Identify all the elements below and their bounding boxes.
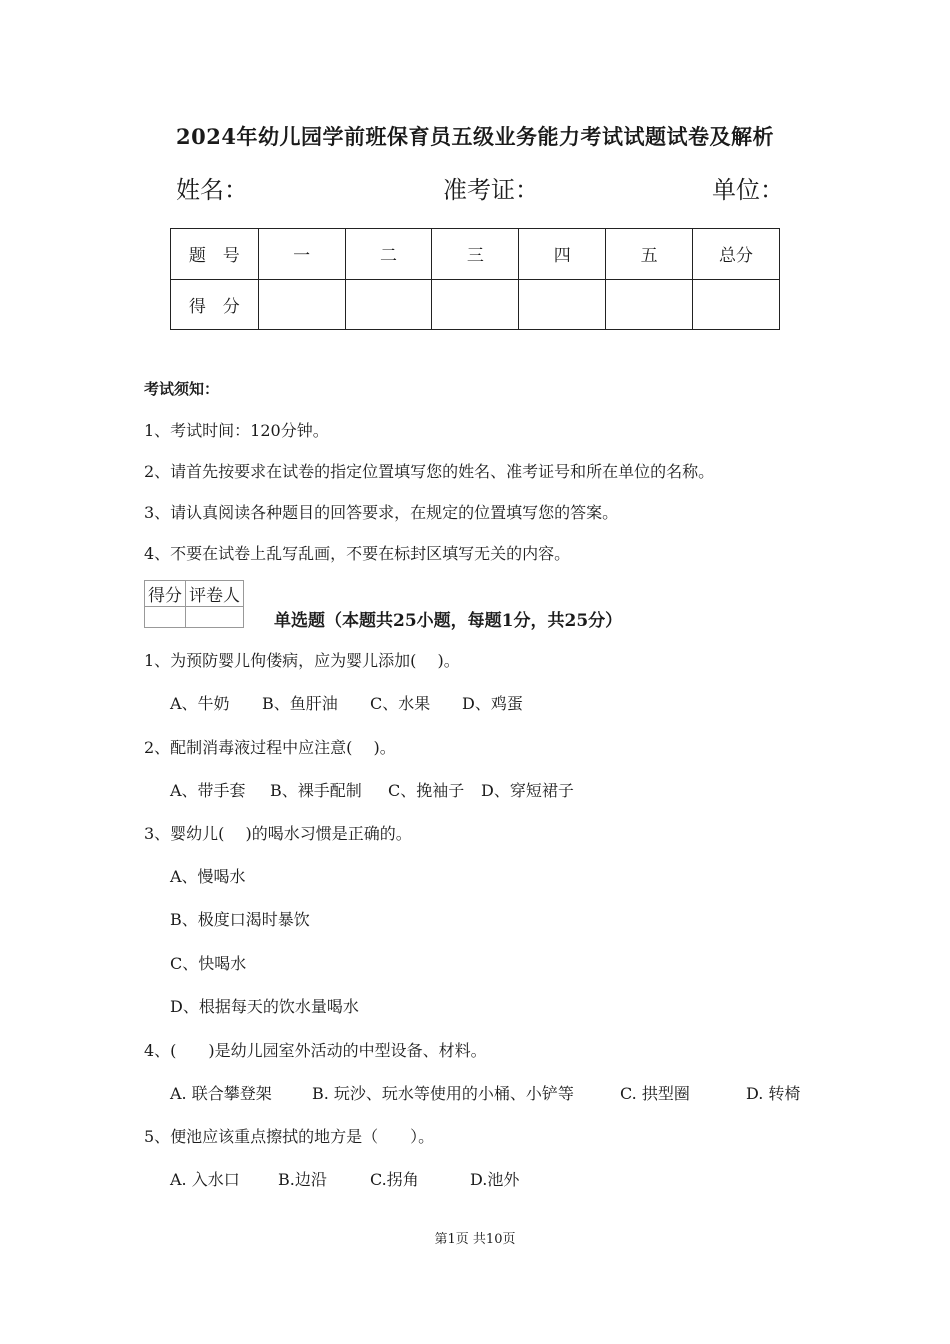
grader-name-label: 评卷人 (186, 581, 244, 607)
question-option[interactable]: C、水果 (370, 694, 431, 713)
question-option[interactable]: B、极度口渴时暴饮 (170, 910, 310, 929)
unit-label: 单位： (712, 176, 784, 204)
question-option[interactable]: A、慢喝水 (170, 867, 246, 886)
question-stem: 5、便池应该重点擦拭的地方是（ ）。 (144, 1127, 435, 1146)
section-heading: 单选题（本题共25小题，每题1分，共25分） (274, 611, 623, 631)
question-option[interactable]: C. 拱型圈 (620, 1084, 690, 1103)
question-option[interactable]: C.拐角 (370, 1170, 419, 1189)
grader-box (144, 580, 244, 628)
question-option[interactable]: D、鸡蛋 (462, 694, 523, 713)
notice-item: 3、请认真阅读各种题目的回答要求，在规定的位置填写您的答案。 (144, 503, 619, 522)
question-option[interactable]: C、挽袖子 (388, 781, 465, 800)
question-option[interactable]: D、根据每天的饮水量喝水 (170, 997, 359, 1016)
grader-score-cell[interactable] (145, 607, 186, 628)
document-title: 2024年幼儿园学前班保育员五级业务能力考试试题试卷及解析 (176, 124, 774, 149)
score-header-cell: 四 (519, 229, 606, 280)
question-stem: 2、配制消毒液过程中应注意( )。 (144, 738, 396, 757)
score-table-score-row (171, 279, 780, 330)
notice-item: 2、请首先按要求在试卷的指定位置填写您的姓名、准考证号和所在单位的名称。 (144, 462, 715, 481)
question-option[interactable]: A. 联合攀登架 (170, 1084, 272, 1103)
question-option[interactable]: A、带手套 (170, 781, 246, 800)
notice-item: 4、不要在试卷上乱写乱画，不要在标封区填写无关的内容。 (144, 544, 571, 563)
score-row-label: 得 分 (171, 279, 259, 330)
notice-heading: 考试须知： (144, 380, 220, 398)
grader-name-cell[interactable] (186, 607, 244, 628)
score-cell[interactable] (693, 279, 780, 330)
score-header-cell: 二 (345, 229, 432, 280)
score-header-cell: 一 (258, 229, 345, 280)
question-option[interactable]: D.池外 (470, 1170, 520, 1189)
page-footer: 第1页 共10页 (434, 1232, 516, 1247)
score-cell[interactable] (258, 279, 345, 330)
score-cell[interactable] (606, 279, 693, 330)
score-table-header-row (171, 229, 780, 280)
score-table (170, 228, 780, 330)
question-option[interactable]: D. 转椅 (746, 1084, 801, 1103)
name-label: 姓名： (176, 176, 248, 204)
question-option[interactable]: B、裸手配制 (270, 781, 362, 800)
question-option[interactable]: C、快喝水 (170, 954, 247, 973)
question-option[interactable]: B.边沿 (278, 1170, 327, 1189)
score-header-cell: 三 (432, 229, 519, 280)
exam-id-label: 准考证： (443, 176, 539, 204)
score-header-cell: 总分 (693, 229, 780, 280)
question-stem: 1、为预防婴儿佝偻病，应为婴儿添加( )。 (144, 651, 460, 670)
question-option[interactable]: A. 入水口 (170, 1170, 240, 1189)
score-cell[interactable] (519, 279, 606, 330)
score-header-cell: 题 号 (171, 229, 259, 280)
score-cell[interactable] (432, 279, 519, 330)
grader-score-label: 得分 (145, 581, 186, 607)
notice-item: 1、考试时间：120分钟。 (144, 421, 329, 440)
question-option[interactable]: B. 玩沙、玩水等使用的小桶、小铲等 (312, 1084, 574, 1103)
question-stem: 3、婴幼儿( )的喝水习惯是正确的。 (144, 824, 412, 843)
score-header-cell: 五 (606, 229, 693, 280)
question-option[interactable]: B、鱼肝油 (262, 694, 338, 713)
score-cell[interactable] (345, 279, 432, 330)
question-stem: 4、( )是幼儿园室外活动的中型设备、材料。 (144, 1041, 487, 1060)
question-option[interactable]: A、牛奶 (170, 694, 230, 713)
question-option[interactable]: D、穿短裙子 (481, 781, 574, 800)
